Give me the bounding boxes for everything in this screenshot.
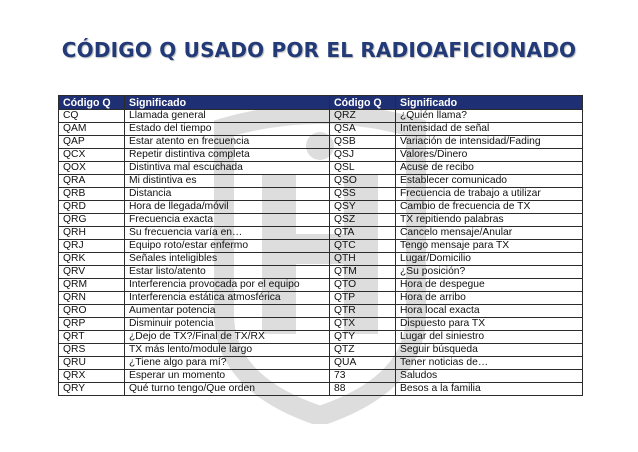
table-row [59,370,583,383]
meaning-cell: Estar atento en frecuencia [125,136,330,149]
meaning-cell: Su frecuencia varía en… [125,227,330,240]
code-cell: QTA [330,227,396,240]
code-cell: QRU [59,357,125,370]
code-cell: QRH [59,227,125,240]
code-cell: QTY [330,331,396,344]
meaning-cell: ¿Quién llama? [396,110,583,123]
meaning-cell: Disminuir potencia [125,318,330,331]
code-cell: QRD [59,201,125,214]
table-row [59,162,583,175]
code-cell: QSS [330,188,396,201]
code-cell: QRA [59,175,125,188]
meaning-cell: ¿Su posición? [396,266,583,279]
table-row [59,175,583,188]
meaning-cell: Cambio de frecuencia de TX [396,201,583,214]
table-row [59,331,583,344]
meaning-cell: Lugar del siniestro [396,331,583,344]
table-header-row [59,96,583,110]
code-cell: QRB [59,188,125,201]
meaning-cell: Dispuesto para TX [396,318,583,331]
meaning-cell: Estar listo/atento [125,266,330,279]
code-cell: QSZ [330,214,396,227]
table-row [59,188,583,201]
code-cell: QTX [330,318,396,331]
code-cell: QAM [59,123,125,136]
meaning-cell: TX repitiendo palabras [396,214,583,227]
meaning-cell: Hora de despegue [396,279,583,292]
table-row [59,149,583,162]
code-cell: QRV [59,266,125,279]
table-row [59,305,583,318]
meaning-cell: Hora de arribo [396,292,583,305]
code-cell: CQ [59,110,125,123]
code-cell: QTC [330,240,396,253]
meaning-cell: Seguir búsqueda [396,344,583,357]
code-cell: QTM [330,266,396,279]
table-row [59,136,583,149]
meaning-cell: Frecuencia exacta [125,214,330,227]
code-cell: QSO [330,175,396,188]
code-cell: QUA [330,357,396,370]
meaning-cell: Hora de llegada/móvil [125,201,330,214]
code-cell: QSJ [330,149,396,162]
code-cell: QRO [59,305,125,318]
code-cell: QSB [330,136,396,149]
meaning-cell: Aumentar potencia [125,305,330,318]
meaning-cell: Saludos [396,370,583,383]
code-cell: QTO [330,279,396,292]
code-cell: QCX [59,149,125,162]
code-cell: QTZ [330,344,396,357]
meaning-cell: Distancia [125,188,330,201]
code-cell: 73 [330,370,396,383]
code-cell: QAP [59,136,125,149]
code-cell: QRG [59,214,125,227]
code-cell: QRM [59,279,125,292]
meaning-cell: Establecer comunicado [396,175,583,188]
table-row [59,123,583,136]
code-cell: QRP [59,318,125,331]
meaning-cell: Equipo roto/estar enfermo [125,240,330,253]
header-code-left: Código Q [59,96,125,110]
meaning-cell: Mi distintiva es [125,175,330,188]
meaning-cell: Hora local exacta [396,305,583,318]
meaning-cell: Lugar/Domicilio [396,253,583,266]
table-row [59,292,583,305]
code-cell: QRK [59,253,125,266]
table-row [59,214,583,227]
meaning-cell: Besos a la familia [396,383,583,396]
meaning-cell: Qué turno tengo/Que orden [125,383,330,396]
table-row [59,240,583,253]
code-cell: QOX [59,162,125,175]
meaning-cell: ¿Tiene algo para mí? [125,357,330,370]
code-cell: QSL [330,162,396,175]
header-meaning-right: Significado [396,96,583,110]
code-cell: 88 [330,383,396,396]
meaning-cell: Interferencia provocada por el equipo [125,279,330,292]
code-cell: QRX [59,370,125,383]
code-cell: QTH [330,253,396,266]
meaning-cell: Esperar un momento [125,370,330,383]
meaning-cell: Frecuencia de trabajo a utilizar [396,188,583,201]
meaning-cell: Llamada general [125,110,330,123]
table-row [59,227,583,240]
meaning-cell: Tengo mensaje para TX [396,240,583,253]
code-cell: QSY [330,201,396,214]
table-row [59,201,583,214]
table-row [59,357,583,370]
meaning-cell: Acuse de recibo [396,162,583,175]
table-row [59,279,583,292]
meaning-cell: ¿Dejo de TX?/Final de TX/RX [125,331,330,344]
meaning-cell: Variación de intensidad/Fading [396,136,583,149]
meaning-cell: Interferencia estática atmosférica [125,292,330,305]
header-code-right: Código Q [330,96,396,110]
meaning-cell: Repetir distintiva completa [125,149,330,162]
table-row [59,383,583,396]
meaning-cell: Intensidad de señal [396,123,583,136]
code-cell: QSA [330,123,396,136]
code-cell: QRJ [59,240,125,253]
meaning-cell: Tener noticias de… [396,357,583,370]
table-row [59,266,583,279]
meaning-cell: Distintiva mal escuchada [125,162,330,175]
table-row [59,253,583,266]
table-row [59,344,583,357]
code-cell: QTR [330,305,396,318]
code-cell: QTP [330,292,396,305]
header-meaning-left: Significado [125,96,330,110]
table-row [59,318,583,331]
table-row [59,110,583,123]
code-cell: QRT [59,331,125,344]
code-cell: QRS [59,344,125,357]
page-title: CÓDIGO Q USADO POR EL RADIOAFICIONADO [61,38,577,62]
code-cell: QRY [59,383,125,396]
code-cell: QRN [59,292,125,305]
meaning-cell: Cancelo mensaje/Anular [396,227,583,240]
meaning-cell: TX más lento/module largo [125,344,330,357]
meaning-cell: Señales inteligibles [125,253,330,266]
q-code-table [58,95,583,396]
code-cell: QRZ [330,110,396,123]
meaning-cell: Valores/Dinero [396,149,583,162]
meaning-cell: Estado del tiempo [125,123,330,136]
